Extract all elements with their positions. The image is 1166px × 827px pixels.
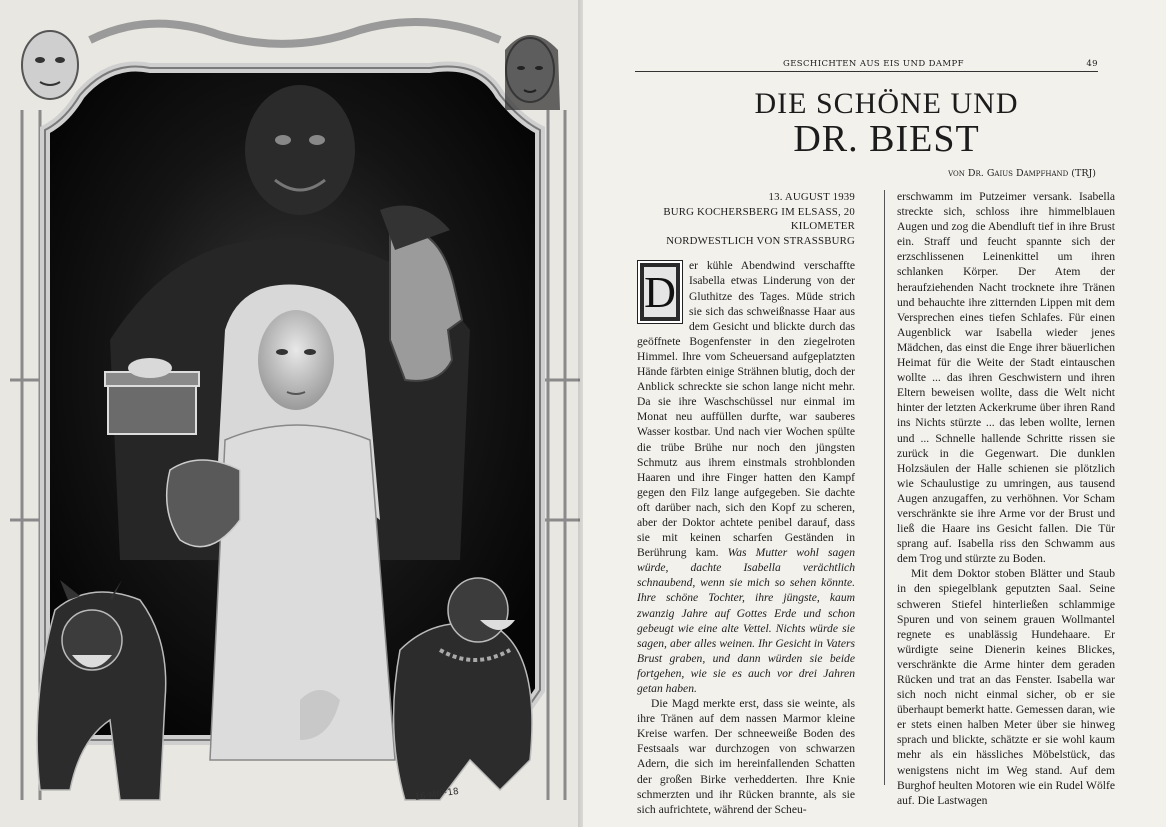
bald-face bbox=[22, 31, 78, 99]
paragraph: Die Magd merkte erst, dass sie weinte, als ihre Tränen auf dem nassen Marmor kleine Kreise warfen. Der schneeweiße Boden des Festsaals war durchzogen von schwarzen Adern, die sich im hereinfallenden Schatten der großen Birke verhedderten. Ihre Knie schmerzten und ihr Rücken brannte, als sie sich aufrichtete, während der Scheu- bbox=[637, 697, 855, 816]
paragraph: erschwamm im Putzeimer versank. Isabella streckte sich, schloss ihre himmelblauen Augen und zog die Abendluft tief in ihre Brust ein. Straff und feucht spannte sich der erzschlissenen Leinenkittel um ihren schlanken Körper. Der Atem der heraufziehenden Nacht trocknete ihre Tränen und behauchte ihre zitternden Lippen mit dem Versprechen eines tiefen Schlafes. Für einen Augenblick war Isabella wieder jenes Mädchen, das einst die Enge ihrer bäuerlichen Heimat für die Weite der Stadt eintauschen wollte ... das ihren Geschwistern und ihren Eltern beweisen wollte, dass die Welt nicht hinter der letzten Ackerkrume über ihren Rand ins Nichts stürzte ... das leben wollte, lernen und ... Schnelle hallende Schritte rissen sie zurück in die Gegenwart. Die dunklen Holzsäulen der Halle schienen sie plötzlich wie Schaulustige zu umringen, aus tausend Augen anzugaffen, zu verhöhnen. Vor Scham verschränkte sie ihre Arme vor der Brust und ließ die Haare ins Gesicht fallen. Die Tür sprang auf. Isabella riss den Schwamm aus dem Trog und stürzte zu Boden. bbox=[897, 190, 1115, 566]
dateline-place: BURG KOCHERSBERG IM ELSASS, 20 KILOMETER bbox=[663, 205, 855, 233]
dateline-place-2: NORDWESTLICH VON STRASSBURG bbox=[666, 234, 855, 247]
byline: von Dr. Gaius Dampfhand (TRJ) bbox=[948, 168, 1096, 179]
wooden-box bbox=[108, 382, 196, 434]
column-divider bbox=[884, 190, 885, 785]
artist-signature: 16·MIP·18 bbox=[414, 786, 460, 803]
text-column-right bbox=[897, 189, 1115, 808]
dog-left bbox=[37, 580, 166, 800]
paragraph: D er kühle Abendwind verschaffte Isabella etwas Linderung von der Gluthitze des Tages. Müde strich sie sich das schweißnasse Haar aus dem Gesicht und blickte durch das geöffnete Bogenfenster in den ziegelroten Himmel. Ihre vom Scheuersand aufgeplatzten Hände färbten einige Strähnen blutig, doch der Anblick schreckte sie schon lange nicht mehr. Da sie ihre Waschschüssel nur einmal im Monat neu auffüllen durfte, war sauberes Wasser kostbar. Und nach vier Wochen spülte die trübe Brühe nur noch den jüngsten Schmutz aus ihrem einstmals strohblonden Haaren und ihre Finger hatten den Kampf gegen den Filz lange aufgegeben. Sie dachte oft darüber nach, sich den Kopf zu scheren, aber der Doktor achtete penibel darauf, dass sie mit keinen scharfen Geständen in Berührung kam. Was Mutter wohl sagen würde, dachte Isabella verächtlich schnaubend, wenn sie mich so sehen könnte. Ihre schöne Tochter, ihre jüngste, kaum zwanzig Jahre auf Gottes Erde und schon gebeugt wie eine alte Vettel. Nichts würde sie sagen, aber alles weinen. Ihr Gesicht in Vaters Brust graben, und dann würden sie beide fortgehen, wie sie es auch vor drei Jahren getan haben. bbox=[637, 259, 856, 695]
text-column-left bbox=[637, 190, 855, 817]
title-line-2: DR. BIEST bbox=[793, 118, 980, 160]
beast-head bbox=[245, 85, 355, 215]
dateline bbox=[637, 190, 855, 248]
paragraph: Mit dem Doktor stoben Blätter und Staub in den spiegelblank geputzten Saal. Seine schweren Stiefel hinterließen schlammige Spuren und von seinem grauen Wollmantel regnete es unablässig Hundehaare. Er würdigte seine Dienerin keines Blickes, verschränkte die Arme hinter dem geraden Rücken und trat an das Fenster. Isabella war sich noch nicht einmal sicher, ob er sie überhaupt bemerkt hatte. Gemessen daran, wie er stets einen halben Meter über sie hinweg sprach und blickte, schätzte er sie wohl kaum mehr als ein hässliches Möbelstück, das wenigstens nicht im Weg stand. Auf dem Burghof heulten Motoren wie ein Rudel Wölfe auf. Die Lastwagen bbox=[897, 567, 1115, 807]
running-head-title: GESCHICHTEN AUS EIS UND DAMPF bbox=[783, 59, 964, 69]
drop-cap-letter: D bbox=[644, 268, 676, 318]
dateline-date: 13. AUGUST 1939 bbox=[768, 191, 855, 203]
title-line-1: DIE SCHÖNE UND bbox=[754, 87, 1019, 120]
beast-hand bbox=[167, 460, 240, 547]
drop-cap bbox=[637, 260, 683, 324]
running-head bbox=[635, 57, 1098, 72]
article-title bbox=[635, 88, 1098, 158]
page-number: 49 bbox=[1086, 59, 1098, 69]
right-page bbox=[583, 0, 1166, 827]
